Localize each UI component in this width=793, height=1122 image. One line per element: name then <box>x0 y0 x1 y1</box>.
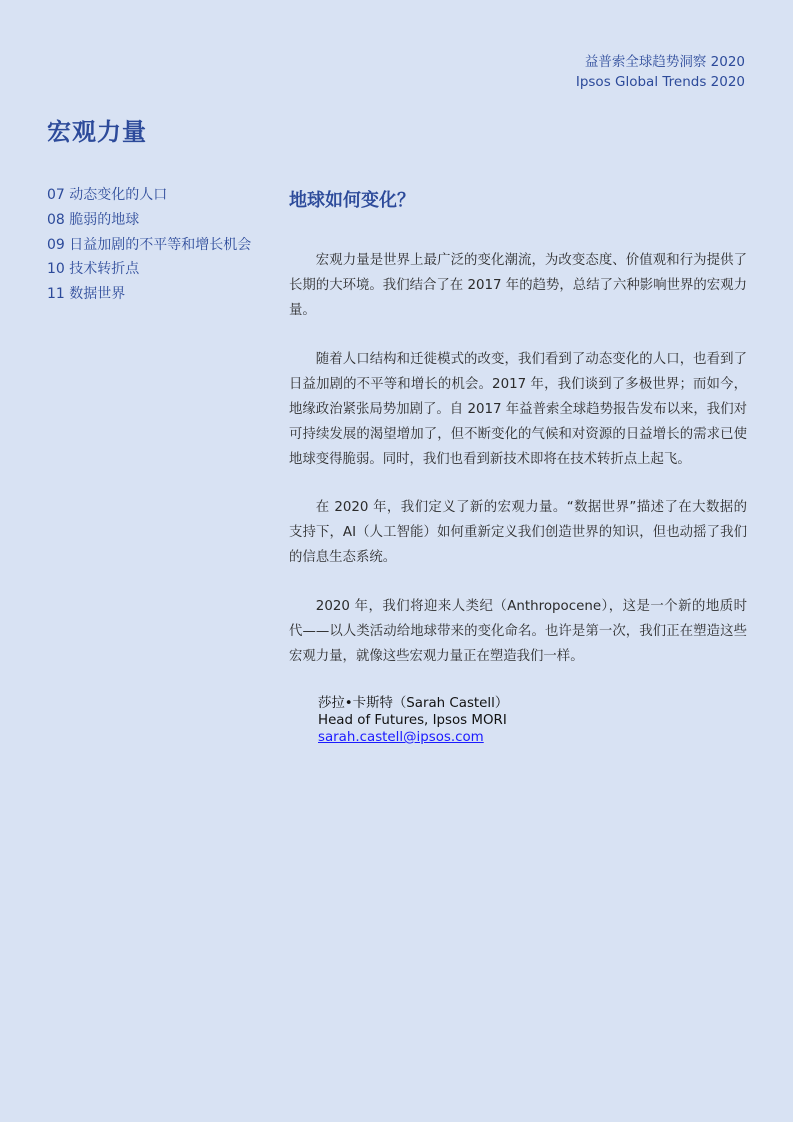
toc-item[interactable]: 08 脆弱的地球 <box>47 211 140 228</box>
toc-item[interactable]: 07 动态变化的人口 <box>47 187 168 203</box>
report-title-english: Ipsos Global Trends 2020 <box>575 74 745 90</box>
author-signature <box>318 695 508 746</box>
paragraph: 在 2020 年，我们定义了新的宏观力量。“数据世界”描述了在大数据的支持下，AI（人工智能）如何重新定义我们创造世界的知识，但也动摇了我们的信息生态系统。 <box>289 500 747 565</box>
author-role: Head of Futures, Ipsos MORI <box>318 713 507 728</box>
toc-item[interactable]: 10 技术转折点 <box>47 261 140 278</box>
page-title: 宏观力量 <box>47 118 147 146</box>
paragraph: 宏观力量是世界上最广泛的变化潮流，为改变态度、价值观和行为提供了长期的大环境。我们结合了在 2017 年的趋势，总结了六种影响世界的宏观力量。 <box>289 253 747 318</box>
toc-item[interactable]: 11 数据世界 <box>47 286 126 303</box>
section-heading: 地球如何变化？ <box>289 190 415 211</box>
toc-item[interactable]: 09 日益加剧的不平等和增长机会 <box>47 236 252 253</box>
author-email-link[interactable]: sarah.castell@ipsos.com <box>318 730 484 745</box>
report-header <box>576 52 745 92</box>
author-name: 莎拉•卡斯特（Sarah Castell） <box>318 696 509 711</box>
paragraph: 随着人口结构和迁徙模式的改变，我们看到了动态变化的人口，也看到了日益加剧的不平等和增长的机会。2017 年，我们谈到了多极世界；而如今，地缘政治紧张局势加剧了。自 2017 年益普索全球趋势报告发布以来，我们对可持续发展的渴望增加了，但不断变化的气候和对资源的日益增长的需求已使地球变得脆弱。同时，我们也看到新技术即将在技术转折点上起飞。 <box>289 351 747 467</box>
paragraph: 2020 年，我们将迎来人类纪（Anthropocene），这是一个新的地质时代——以人类活动给地球带来的变化命名。也许是第一次，我们正在塑造这些宏观力量，就像这些宏观力量正在塑造我们一样。 <box>289 598 747 664</box>
table-of-contents <box>47 183 277 307</box>
article-body <box>289 248 747 692</box>
report-title-chinese: 益普索全球趋势洞察 2020 <box>584 54 745 70</box>
